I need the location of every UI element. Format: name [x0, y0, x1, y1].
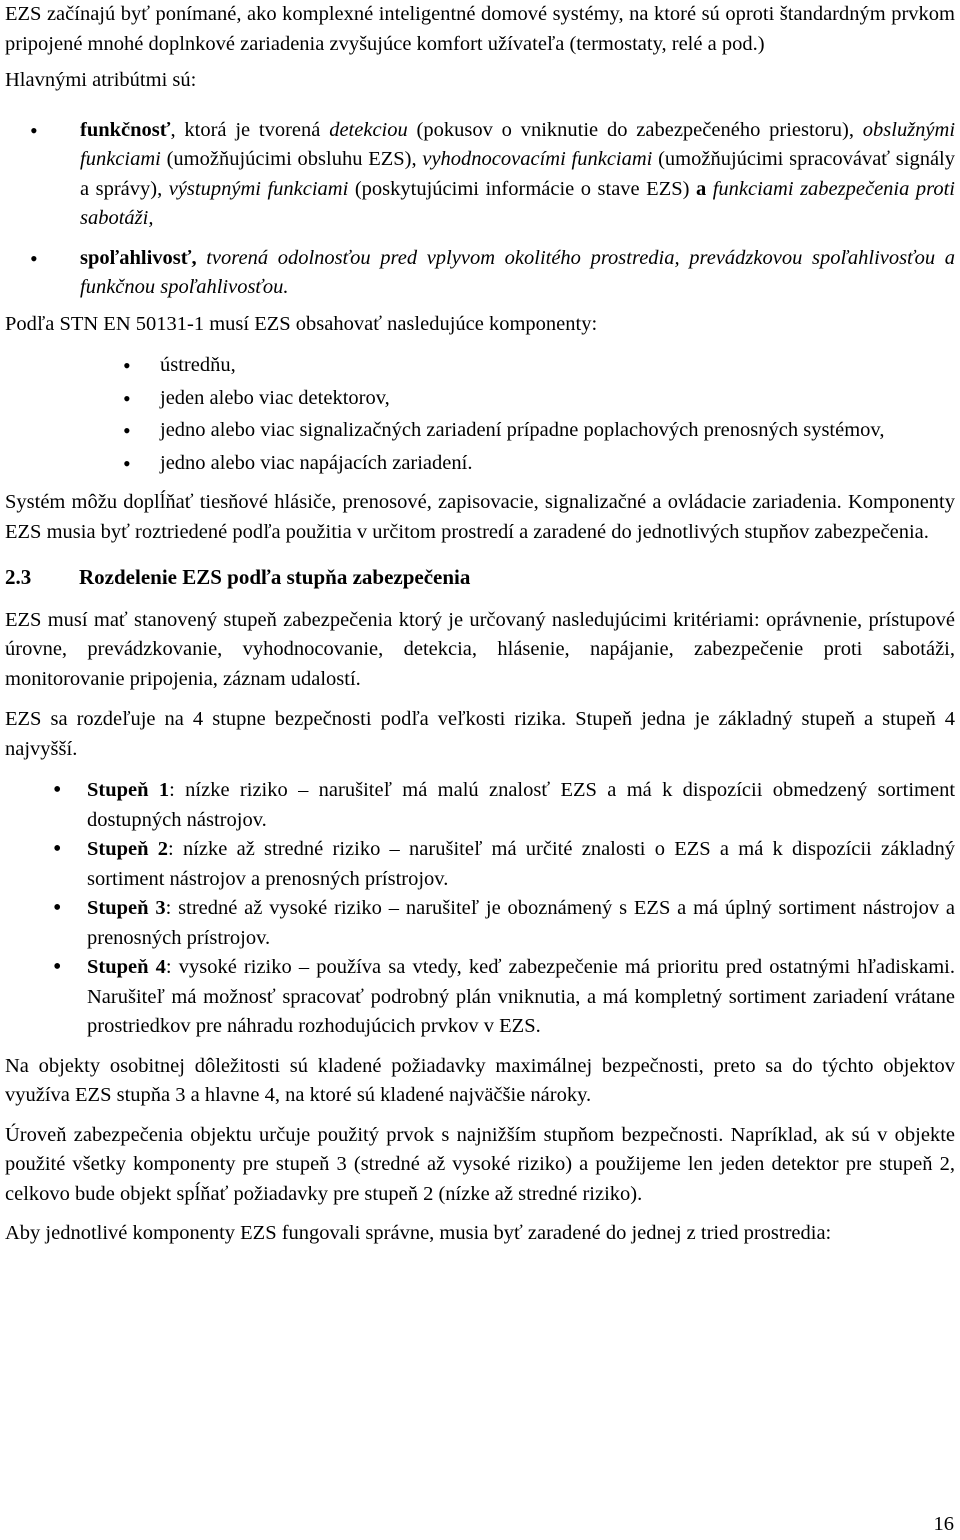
- italic-span: funkciami zabezpečenia proti sabotáži,: [80, 177, 955, 229]
- components-paragraph: Systém môžu doplĺňať tiesňové hlásiče, prenosové, zapisovacie, signalizačné a ovládacie zariadenia. Komponenty EZS musia byť roztriedené podľa použitia v určitom prostredí a zaradené do jednotlivých stupňov zabezpečenia.: [5, 491, 955, 543]
- list-item: • jedno alebo viac napájacích zariadení.: [5, 449, 955, 479]
- list-item: • jedno alebo viac signalizačných zariadení prípadne poplachových prenosných systémov,: [5, 416, 955, 446]
- section-number: 2.3: [5, 565, 32, 589]
- term-bold: funkčnosť: [80, 118, 171, 141]
- text-span: (umožňujúcimi spracovávať signály a správy),: [80, 148, 956, 200]
- attributes-lead: Hlavnými atribútmi sú:: [5, 69, 197, 91]
- grades-list: [5, 776, 955, 1042]
- components-list: [5, 351, 955, 478]
- italic-span: detekciou: [329, 118, 408, 141]
- italic-span: obslužnými funkciami: [80, 118, 956, 170]
- attributes-list: [5, 116, 955, 303]
- grade-number: 4: [155, 956, 166, 978]
- grade-number: 3: [155, 897, 166, 919]
- grade-number: 2: [157, 838, 169, 860]
- grade-item: [5, 835, 955, 894]
- text-span: (poskytujúcimi informácie o stave EZS): [348, 177, 696, 200]
- grade-label: Stupeň: [87, 779, 149, 801]
- grade-item: [5, 776, 955, 835]
- grade-label: Stupeň: [87, 897, 149, 919]
- page-number: 16: [933, 1513, 954, 1535]
- section-paragraph: EZS sa rozdeľuje na 4 stupne bezpečnosti podľa veľkosti rizika. Stupeň jedna je základný stupeň a stupeň 4 najvyšší.: [5, 708, 955, 760]
- grade-text: : stredné až vysoké riziko – narušiteľ je oboznámený s EZS a má úplný sortiment nástrojov a prenosných prístrojov.: [87, 897, 956, 949]
- list-item: • ústredňu,: [5, 351, 955, 381]
- list-item: [5, 244, 955, 303]
- list-item: • jeden alebo viac detektorov,: [5, 384, 955, 414]
- list-item: [5, 116, 955, 234]
- text-span: , ktorá je tvorená: [170, 118, 330, 141]
- section-paragraph: EZS musí mať stanovený stupeň zabezpečenia ktorý je určovaný nasledujúcimi kritériami: oprávnenie, prístupové úrovne, prevádzkovanie, vyhodnocovanie, detekcia, hlásenie, napájanie, zabezpečenie proti sabotáži, monitorovanie pripojenia, záznam udalostí.: [5, 608, 955, 690]
- closing-paragraph: Úroveň zabezpečenia objektu určuje použitý prvok s najnižším stupňom bezpečnosti. Napríklad, ak sú v objekte použité všetky komponenty pre stupeň 3 (stredné až vysoké riziko) a použijeme len jeden detektor pre stupeň 2, celkovo bude objekt spĺňať požiadavky pre stupeň 2 (nízke až stredné riziko).: [5, 1123, 955, 1205]
- standard-lead: Podľa STN EN 50131-1 musí EZS obsahovať nasledujúce komponenty:: [5, 312, 598, 335]
- grade-label: Stupeň: [87, 838, 149, 860]
- grade-text: : nízke až stredné riziko – narušiteľ má určité znalosti o EZS a má k dispozícii základný sortiment nástrojov a prenosných prístrojov.: [87, 838, 955, 890]
- text-span: (pokusov o vniknutie do zabezpečeného priestoru),: [407, 118, 863, 141]
- page-content: [5, 0, 955, 1249]
- grade-text: : vysoké riziko – používa sa vtedy, keď zabezpečenie má prioritu pred ostatnými hľadiskami. Narušiteľ má možnosť spracovať podrobný plán vniknutia, a má kompletný sortiment zariadení vrátane prostriedkov pre náhradu rozhodujúcich prvkov v EZS.: [87, 956, 955, 1037]
- grade-label: Stupeň: [87, 956, 149, 978]
- section-title: Rozdelenie EZS podľa stupňa zabezpečenia: [79, 565, 471, 589]
- grade-text: : nízke riziko – narušiteľ má malú znalosť EZS a má k dispozícii obmedzený sortiment dostupných nástrojov.: [87, 779, 956, 831]
- closing-paragraph: Aby jednotlivé komponenty EZS fungovali správne, musia byť zaradené do jednej z tried prostredia:: [5, 1222, 832, 1244]
- term-bold: spoľahlivosť,: [80, 246, 197, 269]
- italic-span: vyhodnocovacími funkciami: [422, 148, 653, 170]
- grade-item: [5, 894, 955, 953]
- bold-span: a: [695, 177, 707, 200]
- italic-span: výstupnými funkciami: [168, 177, 349, 200]
- closing-paragraph: Na objekty osobitnej dôležitosti sú kladené požiadavky maximálnej bezpečnosti, preto sa do týchto objektov využíva EZS stupňa 3 a hlavne 4, na ktoré sú kladené najväčšie nároky.: [5, 1054, 955, 1106]
- section-heading: [5, 563, 955, 593]
- text-span: (umožňujúcimi obsluhu EZS),: [160, 148, 423, 170]
- grade-number: 1: [158, 779, 170, 801]
- intro-paragraph: EZS začínajú byť ponímané, ako komplexné inteligentné domové systémy, na ktoré sú oproti štandardným prvkom pripojené mnohé doplnkové zariadenia zvyšujúce komfort užívateľa (termostaty, relé a pod.): [5, 3, 955, 55]
- grade-item: [5, 953, 955, 1042]
- italic-span: tvorená odolnosťou pred vplyvom okolitého prostredia, prevádzkovou spoľahlivosťou a funkčnou spoľahlivosťou.: [80, 246, 955, 298]
